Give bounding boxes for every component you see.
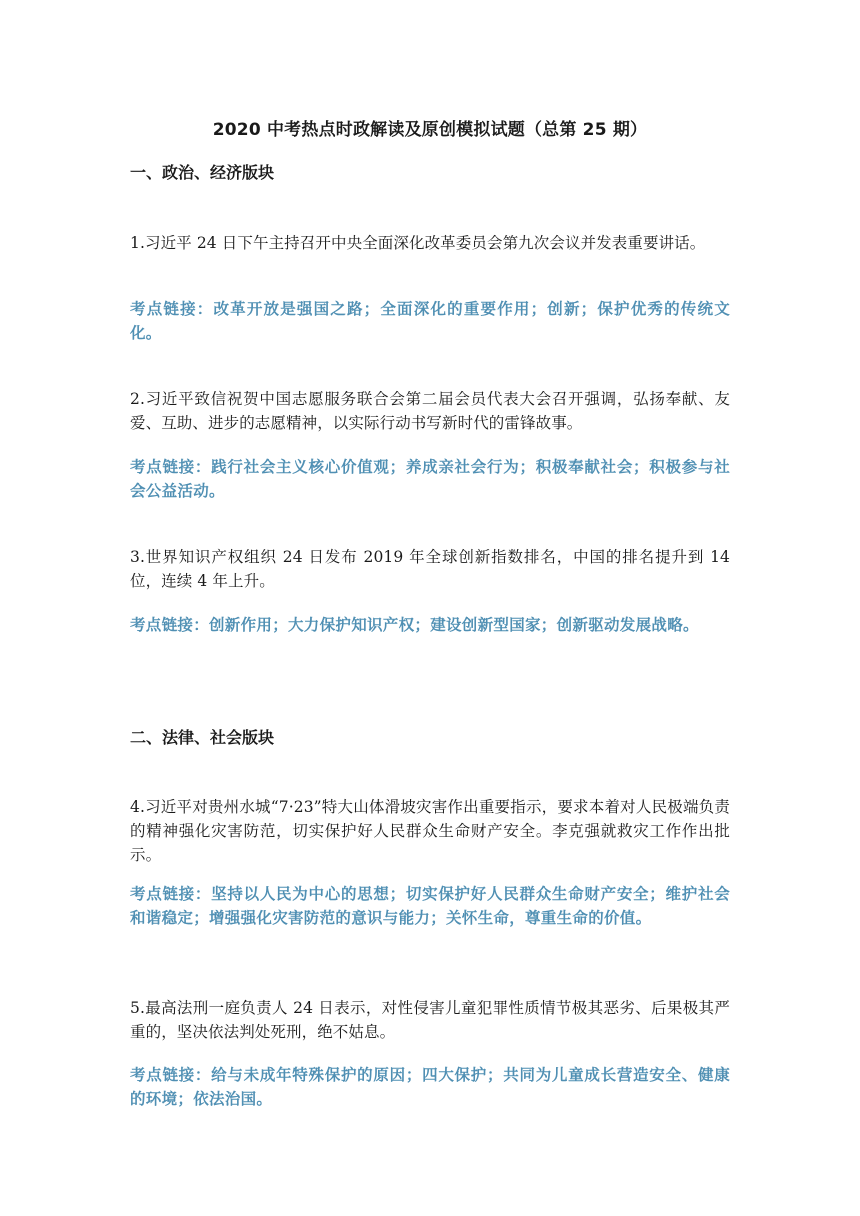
news-item-3-exam-points: 考点链接：创新作用；大力保护知识产权；建设创新型国家；创新驱动发展战略。	[130, 616, 699, 634]
section-heading-law-society: 二、法律、社会版块	[130, 728, 275, 747]
section-heading-politics-economy: 一、政治、经济版块	[130, 163, 275, 182]
news-item-4-text: 4.习近平对贵州水城“7·23”特大山体滑坡灾害作出重要指示，要求本着对人民极端负责的精神强化灾害防范，切实保护好人民群众生命财产安全。李克强就救灾工作作出批示。	[130, 798, 730, 864]
news-item-4-exam-points: 考点链接：坚持以人民为中心的思想；切实保护好人民群众生命财产安全；维护社会和谐稳定；增强强化灾害防范的意识与能力；关怀生命，尊重生命的价值。	[130, 885, 730, 927]
news-item-3-text: 3.世界知识产权组织 24 日发布 2019 年全球创新指数排名，中国的排名提升到 14 位，连续 4 年上升。	[130, 548, 730, 590]
news-item-5-text: 5.最高法刑一庭负责人 24 日表示，对性侵害儿童犯罪性质情节极其恶劣、后果极其严重的，坚决依法判处死刑，绝不姑息。	[130, 999, 730, 1041]
news-item-5-exam-points: 考点链接：给与未成年特殊保护的原因；四大保护；共同为儿童成长营造安全、健康的环境；依法治国。	[130, 1066, 730, 1108]
news-item-2-text: 2.习近平致信祝贺中国志愿服务联合会第二届会员代表大会召开强调，弘扬奉献、友爱、互助、进步的志愿精神，以实际行动书写新时代的雷锋故事。	[130, 390, 730, 432]
news-item-1-text: 1.习近平 24 日下午主持召开中央全面深化改革委员会第九次会议并发表重要讲话。	[130, 234, 706, 252]
news-item-2-exam-points: 考点链接：践行社会主义核心价值观；养成亲社会行为；积极奉献社会；积极参与社会公益活动。	[130, 458, 730, 500]
news-item-1-exam-points: 考点链接：改革开放是强国之路；全面深化的重要作用；创新；保护优秀的传统文化。	[130, 300, 730, 342]
document-title: 2020 中考热点时政解读及原创模拟试题（总第 25 期）	[212, 120, 648, 140]
